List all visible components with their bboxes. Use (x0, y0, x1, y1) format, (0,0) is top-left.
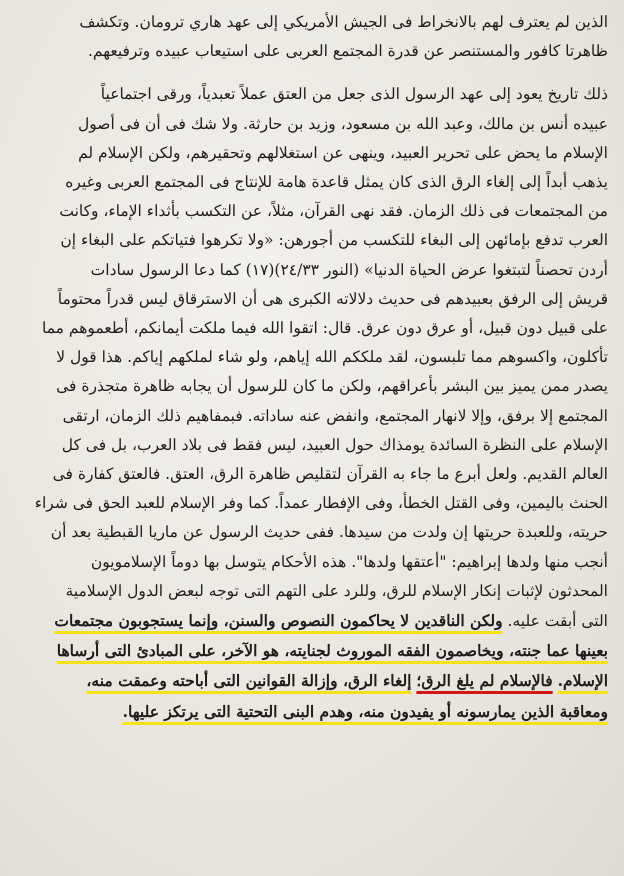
text-line (12, 666, 608, 696)
text-line: من المجتمعات فى ذلك الزمان. فقد نهى القرآن، مثلاً، عن التكسب بأثداء الإماء، وكانت (59, 202, 608, 221)
text-line: قريش إلى الرفق بعبيدهم فى حديث دلالاته الكبرى هى أن الاسترقاق ليس قدراً محتوماً (57, 289, 608, 308)
yellow-highlight: الإسلام. (557, 671, 608, 691)
yellow-highlight: إلغاء الرق، وإزالة القوانين التى أباحته وعمقت منه، (86, 671, 412, 691)
text-line: يصدر ممن يميز بين البشر بأعراقهم، ولكن ما كان للرسول أن يجابه ظاهرة متجذرة فى (56, 377, 608, 396)
text-line: ظاهرتا كافور والمستنصر عن قدرة المجتمع العربى على استيعاب عبيده وترفيعهم. (87, 42, 608, 61)
paragraph-1 (12, 8, 608, 66)
text-line (12, 636, 608, 666)
text-line: الإسلام على النظرة السائدة يومذاك حول العبيد، ليس فقط فى بلاد العرب، بل فى كل (61, 435, 608, 454)
text-line: الذين لم يعترف لهم بالانخراط فى الجيش الأمريكي إلى عهد هاري ترومان. وتكشف (79, 13, 608, 31)
text-line: عبيده أنس بن مالك، وعبد الله بن مسعود، وزيد بن حارثة. ولا شك فى أن فى أصول (78, 114, 608, 133)
red-highlight: فالإسلام لم يلغ الرق؛ (416, 671, 553, 691)
text-line: الإسلام ما يحض على تحرير العبيد، وينهى عن استغلالهم وتحقيرهم، ولكن الإسلام لم (78, 143, 608, 162)
text-line: على قبيل دون قبيل، أو عرق دون عرق. قال: اتقوا الله فيما ملكت أيمانكم، أطعموهم مما (41, 319, 608, 338)
text-segment: التى أبقت عليه. (507, 612, 608, 631)
text-line: أردن تحصناً لتبتغوا عرض الحياة الدنيا» (النور ٢٤/٣٣)(١٧) كما دعا الرسول سادات (90, 260, 608, 279)
yellow-highlight: بعينها عما جنته، ويخاصمون الفقه الموروث لجنايته، هو الآخر، على المبادئ التى أرساها (56, 641, 608, 661)
text-line: يذهب أبداً إلى إلغاء الرق الذى كان يمثل قاعدة هامة للإنتاج فى المجتمع العربى وغيره (65, 173, 608, 192)
text-line (12, 606, 608, 636)
text-line (12, 697, 608, 727)
text-line: العرب تدفع بإمائهن إلى البغاء للتكسب من أجورهن: «ولا تكرهوا فتياتكم على البغاء إن (60, 231, 608, 250)
text-line: حريته، وللعبدة حريتها إن ولدت من سيدها. ففى حديث الرسول عن ماريا القبطية بعد أن (50, 523, 608, 542)
yellow-highlight: ومعاقبة الذين يمارسونه أو يفيدون منه، وهدم البنى التحتية التى يرتكز عليها. (122, 701, 608, 721)
paragraph-2 (12, 80, 608, 726)
text-line: الحنث باليمين، وفى القتل الخطأ، وفى الإفطار عمداً. كما وفر الإسلام للعبد الحق فى شراء (34, 494, 608, 513)
text-line: تأكلون، واكسوهم مما تلبسون، لقد ملككم الله إياهم، ولو شاء لملكهم إياكم. هذا قول لا (56, 348, 608, 367)
yellow-highlight: ولكن الناقدين لا يحاكمون النصوص والسنن، وإنما يستجوبون مجتمعات (54, 611, 503, 631)
text-line: ذلك تاريخ يعود إلى عهد الرسول الذى جعل من العتق عملاً تعبدياً، ورقى اجتماعياً (100, 85, 608, 104)
text-line: المجتمع إلا برفق، وإلا لانهار المجتمع، وانفض عنه ساداته. فبمفاهيم ذلك الزمان، ارتقى (62, 406, 608, 425)
text-line: أنجب منها ولدها إبراهيم: "أعتقها ولدها". هذه الأحكام يتوسل بها دوماً الإسلامويون (90, 552, 608, 571)
text-line: المحدثون لإثبات إنكار الإسلام للرق، وللرد على التهم التى توجه لبعض الدول الإسلامية (65, 581, 608, 600)
text-line: العالم القديم. ولعل أبرع ما جاء به القرآن لتقليص ظاهرة الرق، العتق. فالعتق كفارة فى (52, 465, 608, 484)
